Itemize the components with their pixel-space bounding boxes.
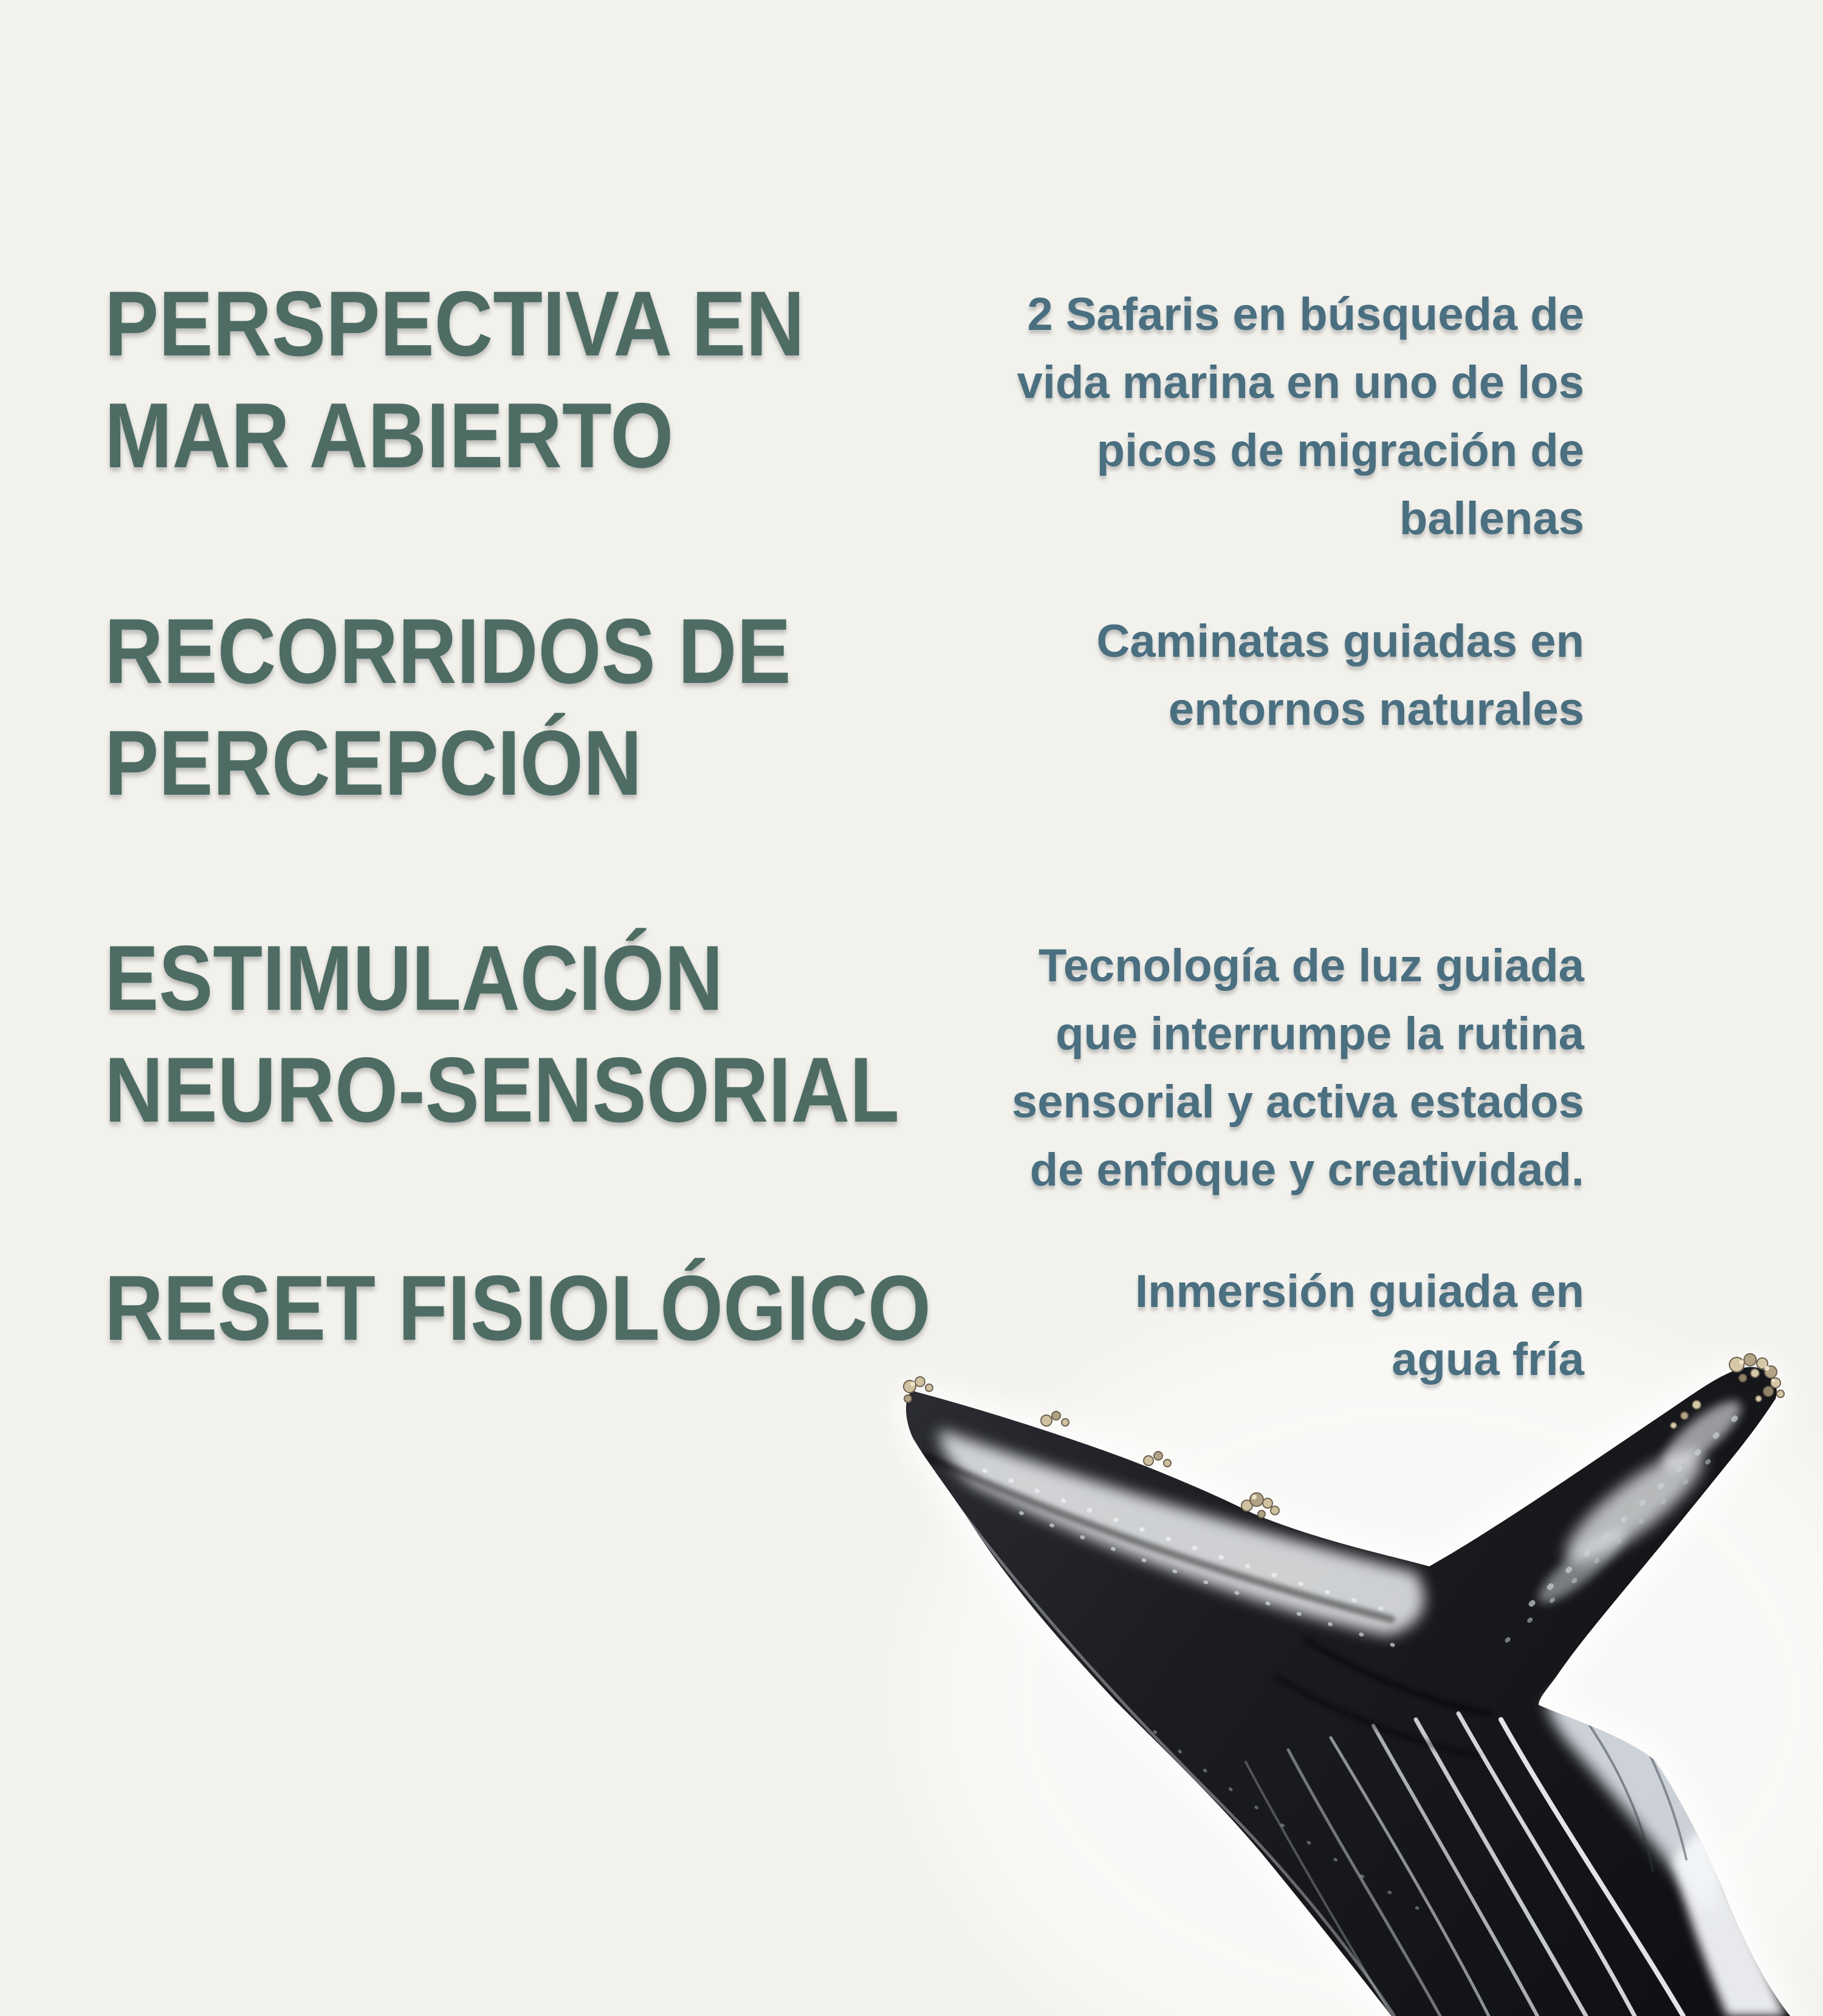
section-title-perspectiva-mar-abierto (105, 268, 805, 492)
title-line: RECORRIDOS DE (105, 600, 791, 703)
title-line: PERSPECTIVA EN (105, 272, 805, 375)
description-line: sensorial y activa estados (1011, 1076, 1584, 1128)
section-description-inmersion (819, 1258, 1584, 1394)
title-line: MAR ABIERTO (105, 384, 674, 487)
description-line: vida marina en uno de los (1017, 357, 1584, 408)
description-line: Inmersión guiada en (1135, 1266, 1584, 1317)
title-line: RESET FISIOLÓGICO (105, 1257, 932, 1360)
description-line: 2 Safaris en búsqueda de (1027, 289, 1584, 340)
section-title-estimulacion-neuro-sensorial (105, 922, 899, 1146)
description-line: Tecnología de luz guiada (1038, 940, 1584, 992)
section-title-reset-fisiologico (105, 1252, 931, 1364)
title-line: ESTIMULACIÓN (105, 927, 724, 1030)
description-line: entornos naturales (1168, 684, 1584, 735)
description-line: Caminatas guiadas en (1096, 615, 1584, 667)
description-line: ballenas (1399, 493, 1584, 544)
section-description-safaris (819, 281, 1584, 553)
description-line: que interrumpe la rutina (1056, 1008, 1584, 1060)
title-line: NEURO-SENSORIAL (105, 1038, 899, 1142)
title-line: PERCEPCIÓN (105, 711, 642, 815)
description-line: de enfoque y creatividad. (1029, 1144, 1584, 1196)
section-description-tecnologia-luz (819, 932, 1584, 1204)
section-title-recorridos-percepcion (105, 595, 791, 819)
section-description-caminatas (819, 608, 1584, 744)
description-line: picos de migración de (1096, 425, 1584, 476)
description-line: agua fría (1392, 1334, 1584, 1385)
